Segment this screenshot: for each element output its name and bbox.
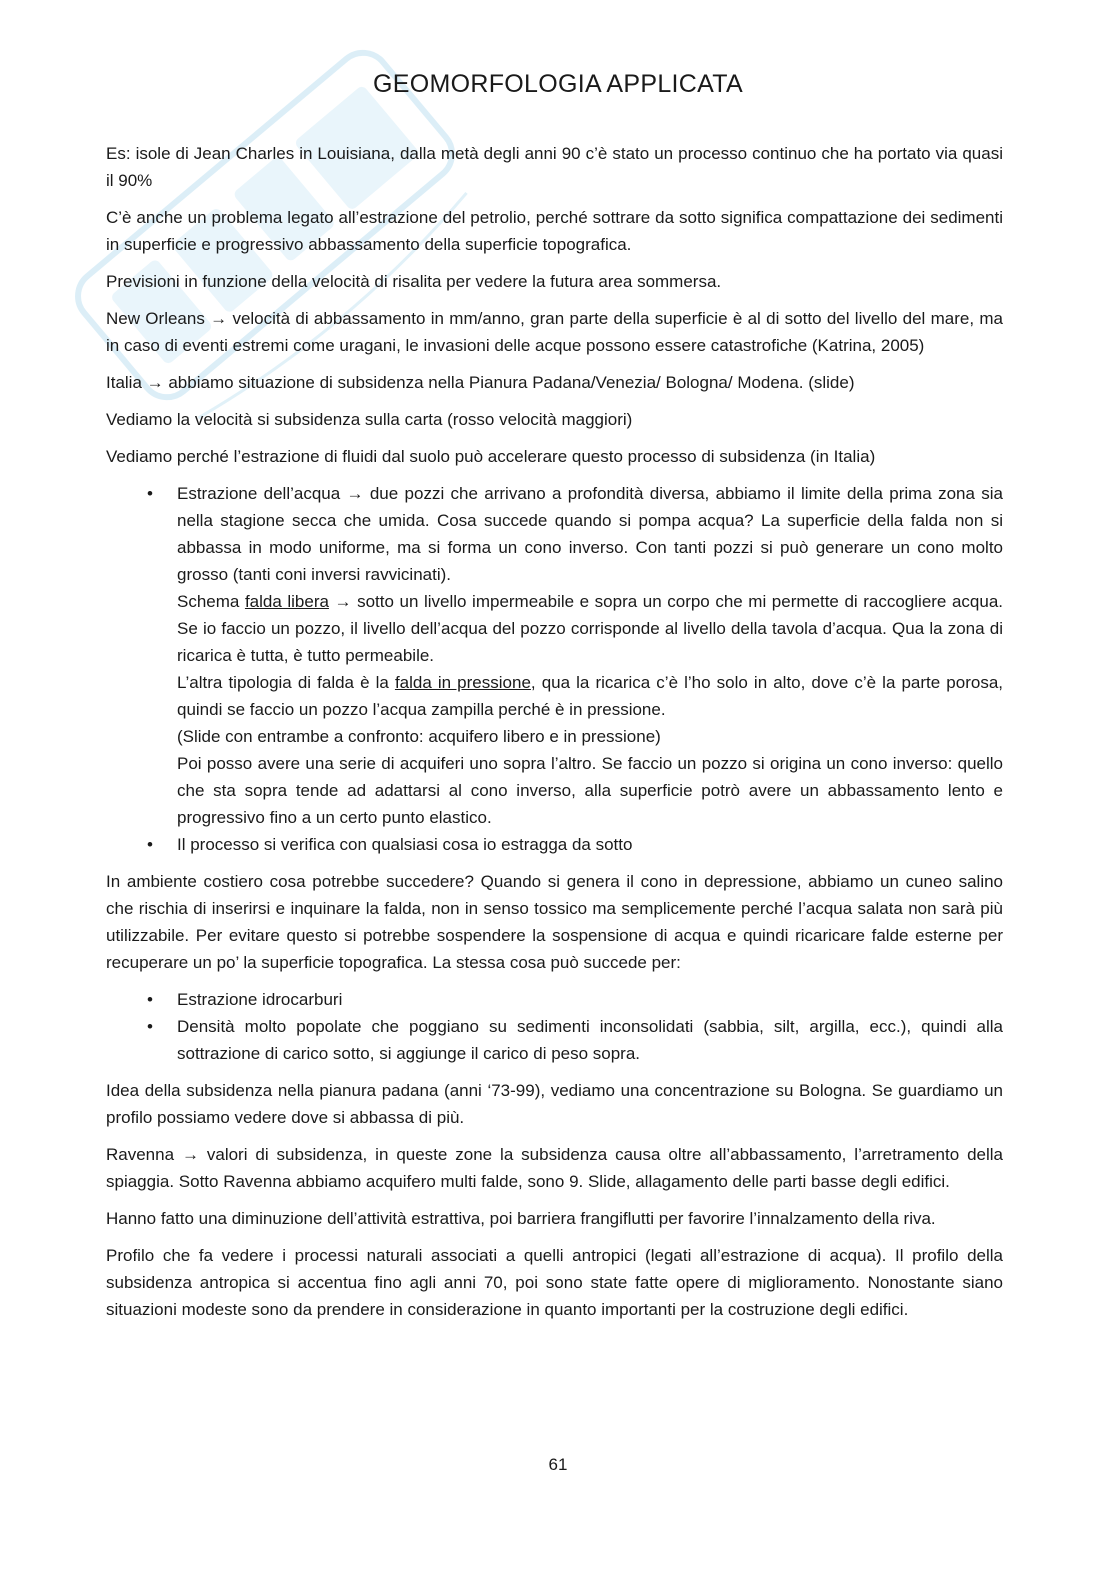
paragraph: Vediamo perché l’estrazione di fluidi dal suolo può accelerare questo processo di subsidenza (in Italia) bbox=[106, 447, 876, 466]
text-span: Schema bbox=[177, 592, 245, 611]
text-span: → sotto un livello impermeabile e sopra un corpo che mi permette di raccogliere acqua. Se io faccio un pozzo, il livello dell’acqua del pozzo corrisponde al livello della tavola d’acqua. Qua la zona di ricarica è tutta, è tutto permeabile. bbox=[177, 592, 1003, 665]
list-item-text: • Densità molto popolate che poggiano su sedimenti inconsolidati (sabbia, silt, argilla, ecc.), quindi alla sottrazione di carico sotto, si aggiunge il carico di peso sopra. bbox=[177, 1017, 1003, 1063]
paragraph: C’è anche un problema legato all’estrazione del petrolio, perché sottrare da sotto significa compattazione dei sedimenti in superficie e progressivo abbassamento della superficie topografica. bbox=[106, 208, 1003, 254]
list-item-text bbox=[177, 588, 1003, 669]
list-item bbox=[177, 831, 1003, 858]
underlined-term: falda libera bbox=[244, 592, 329, 611]
list-item-text: • Estrazione dell’acqua → due pozzi che arrivano a profondità diversa, abbiamo il limite della prima zona sia nella stagione secca che umida. Cosa succede quando si pompa acqua? La superficie della falda non si abbassa in modo uniforme, ma si forma un cono inverso. Con tanti pozzi si può generare un cono molto grosso (tanti coni inversi ravvicinati). bbox=[177, 484, 1003, 584]
paragraph: New Orleans → velocità di abbassamento in mm/anno, gran parte della superficie è al di sotto del livello del mare, ma in caso di eventi estremi come uragani, le invasioni delle acque possono essere catastrofiche (Katrina, 2005) bbox=[106, 309, 1003, 355]
bullet-list bbox=[106, 986, 1003, 1067]
paragraph: Vediamo la velocità si subsidenza sulla carta (rosso velocità maggiori) bbox=[106, 410, 633, 429]
text-span: L’altra tipologia di falda è la bbox=[177, 673, 395, 692]
text-span: , qua la ricarica c’è l’ho solo in alto, dove c’è la parte porosa, quindi se faccio un pozzo l’acqua zampilla perché è in pressione. bbox=[177, 673, 1004, 719]
document-body bbox=[106, 140, 1003, 1333]
paragraph: Es: isole di Jean Charles in Louisiana, dalla metà degli anni 90 c’è stato un processo continuo che ha portato via quasi il 90% bbox=[106, 144, 1003, 190]
list-item-text bbox=[177, 669, 1003, 723]
list-item bbox=[177, 986, 1003, 1013]
page-number: 61 bbox=[548, 1455, 568, 1474]
underlined-term: falda in pressione bbox=[394, 673, 531, 692]
page-title: GEOMORFOLOGIA APPLICATA bbox=[373, 70, 743, 98]
paragraph: Hanno fatto una diminuzione dell’attività estrattiva, poi barriera frangiflutti per favorire l’innalzamento della riva. bbox=[106, 1209, 936, 1228]
bullet-list bbox=[106, 480, 1003, 858]
paragraph: Ravenna → valori di subsidenza, in queste zone la subsidenza causa oltre all’abbassamento, l’arretramento della spiaggia. Sotto Ravenna abbiamo acquifero multi falde, sono 9. Slide, allagamento delle parti basse degli edifici. bbox=[106, 1145, 1003, 1191]
list-item-text: (Slide con entrambe a confronto: acquifero libero e in pressione) bbox=[177, 727, 661, 746]
list-item-text: • Il processo si verifica con qualsiasi cosa io estragga da sotto bbox=[177, 835, 633, 854]
paragraph: Profilo che fa vedere i processi naturali associati a quelli antropici (legati all’estrazione di acqua). Il profilo della subsidenza antropica si accentua fino agli anni 70, poi sono state fatte opere di miglioramento. Nonostante siano situazioni modeste sono da prendere in considerazione in quanto importanti per la costruzione degli edifici. bbox=[106, 1246, 1003, 1319]
paragraph: Italia → abbiamo situazione di subsidenza nella Pianura Padana/Venezia/ Bologna/ Modena. (slide) bbox=[106, 373, 855, 392]
paragraph: Idea della subsidenza nella pianura padana (anni ‘73-99), vediamo una concentrazione su Bologna. Se guardiamo un profilo possiamo vedere dove si abbassa di più. bbox=[106, 1081, 1003, 1127]
paragraph: Previsioni in funzione della velocità di risalita per vedere la futura area sommersa. bbox=[106, 272, 722, 291]
list-item-text: • Estrazione idrocarburi bbox=[177, 990, 343, 1009]
list-item-text: Poi posso avere una serie di acquiferi uno sopra l’altro. Se faccio un pozzo si origina un cono inverso: quello che sta sopra tende ad adattarsi al cono inverso, alla superficie potrò avere un abbassamento lento e progressivo fino a un certo punto elastico. bbox=[177, 754, 1003, 827]
paragraph: In ambiente costiero cosa potrebbe succedere? Quando si genera il cono in depressione, abbiamo un cuneo salino che rischia di inserirsi e inquinare la falda, non in senso tossico ma semplicemente perché l’acqua salata non sarà più utilizzabile. Per evitare questo si potrebbe sospendere la sospensione di acqua e quindi ricaricare falde esterne per recuperare un po’ la superficie topografica. La stessa cosa può succede per: bbox=[106, 872, 1003, 972]
list-item bbox=[177, 1013, 1003, 1067]
list-item bbox=[177, 480, 1003, 831]
